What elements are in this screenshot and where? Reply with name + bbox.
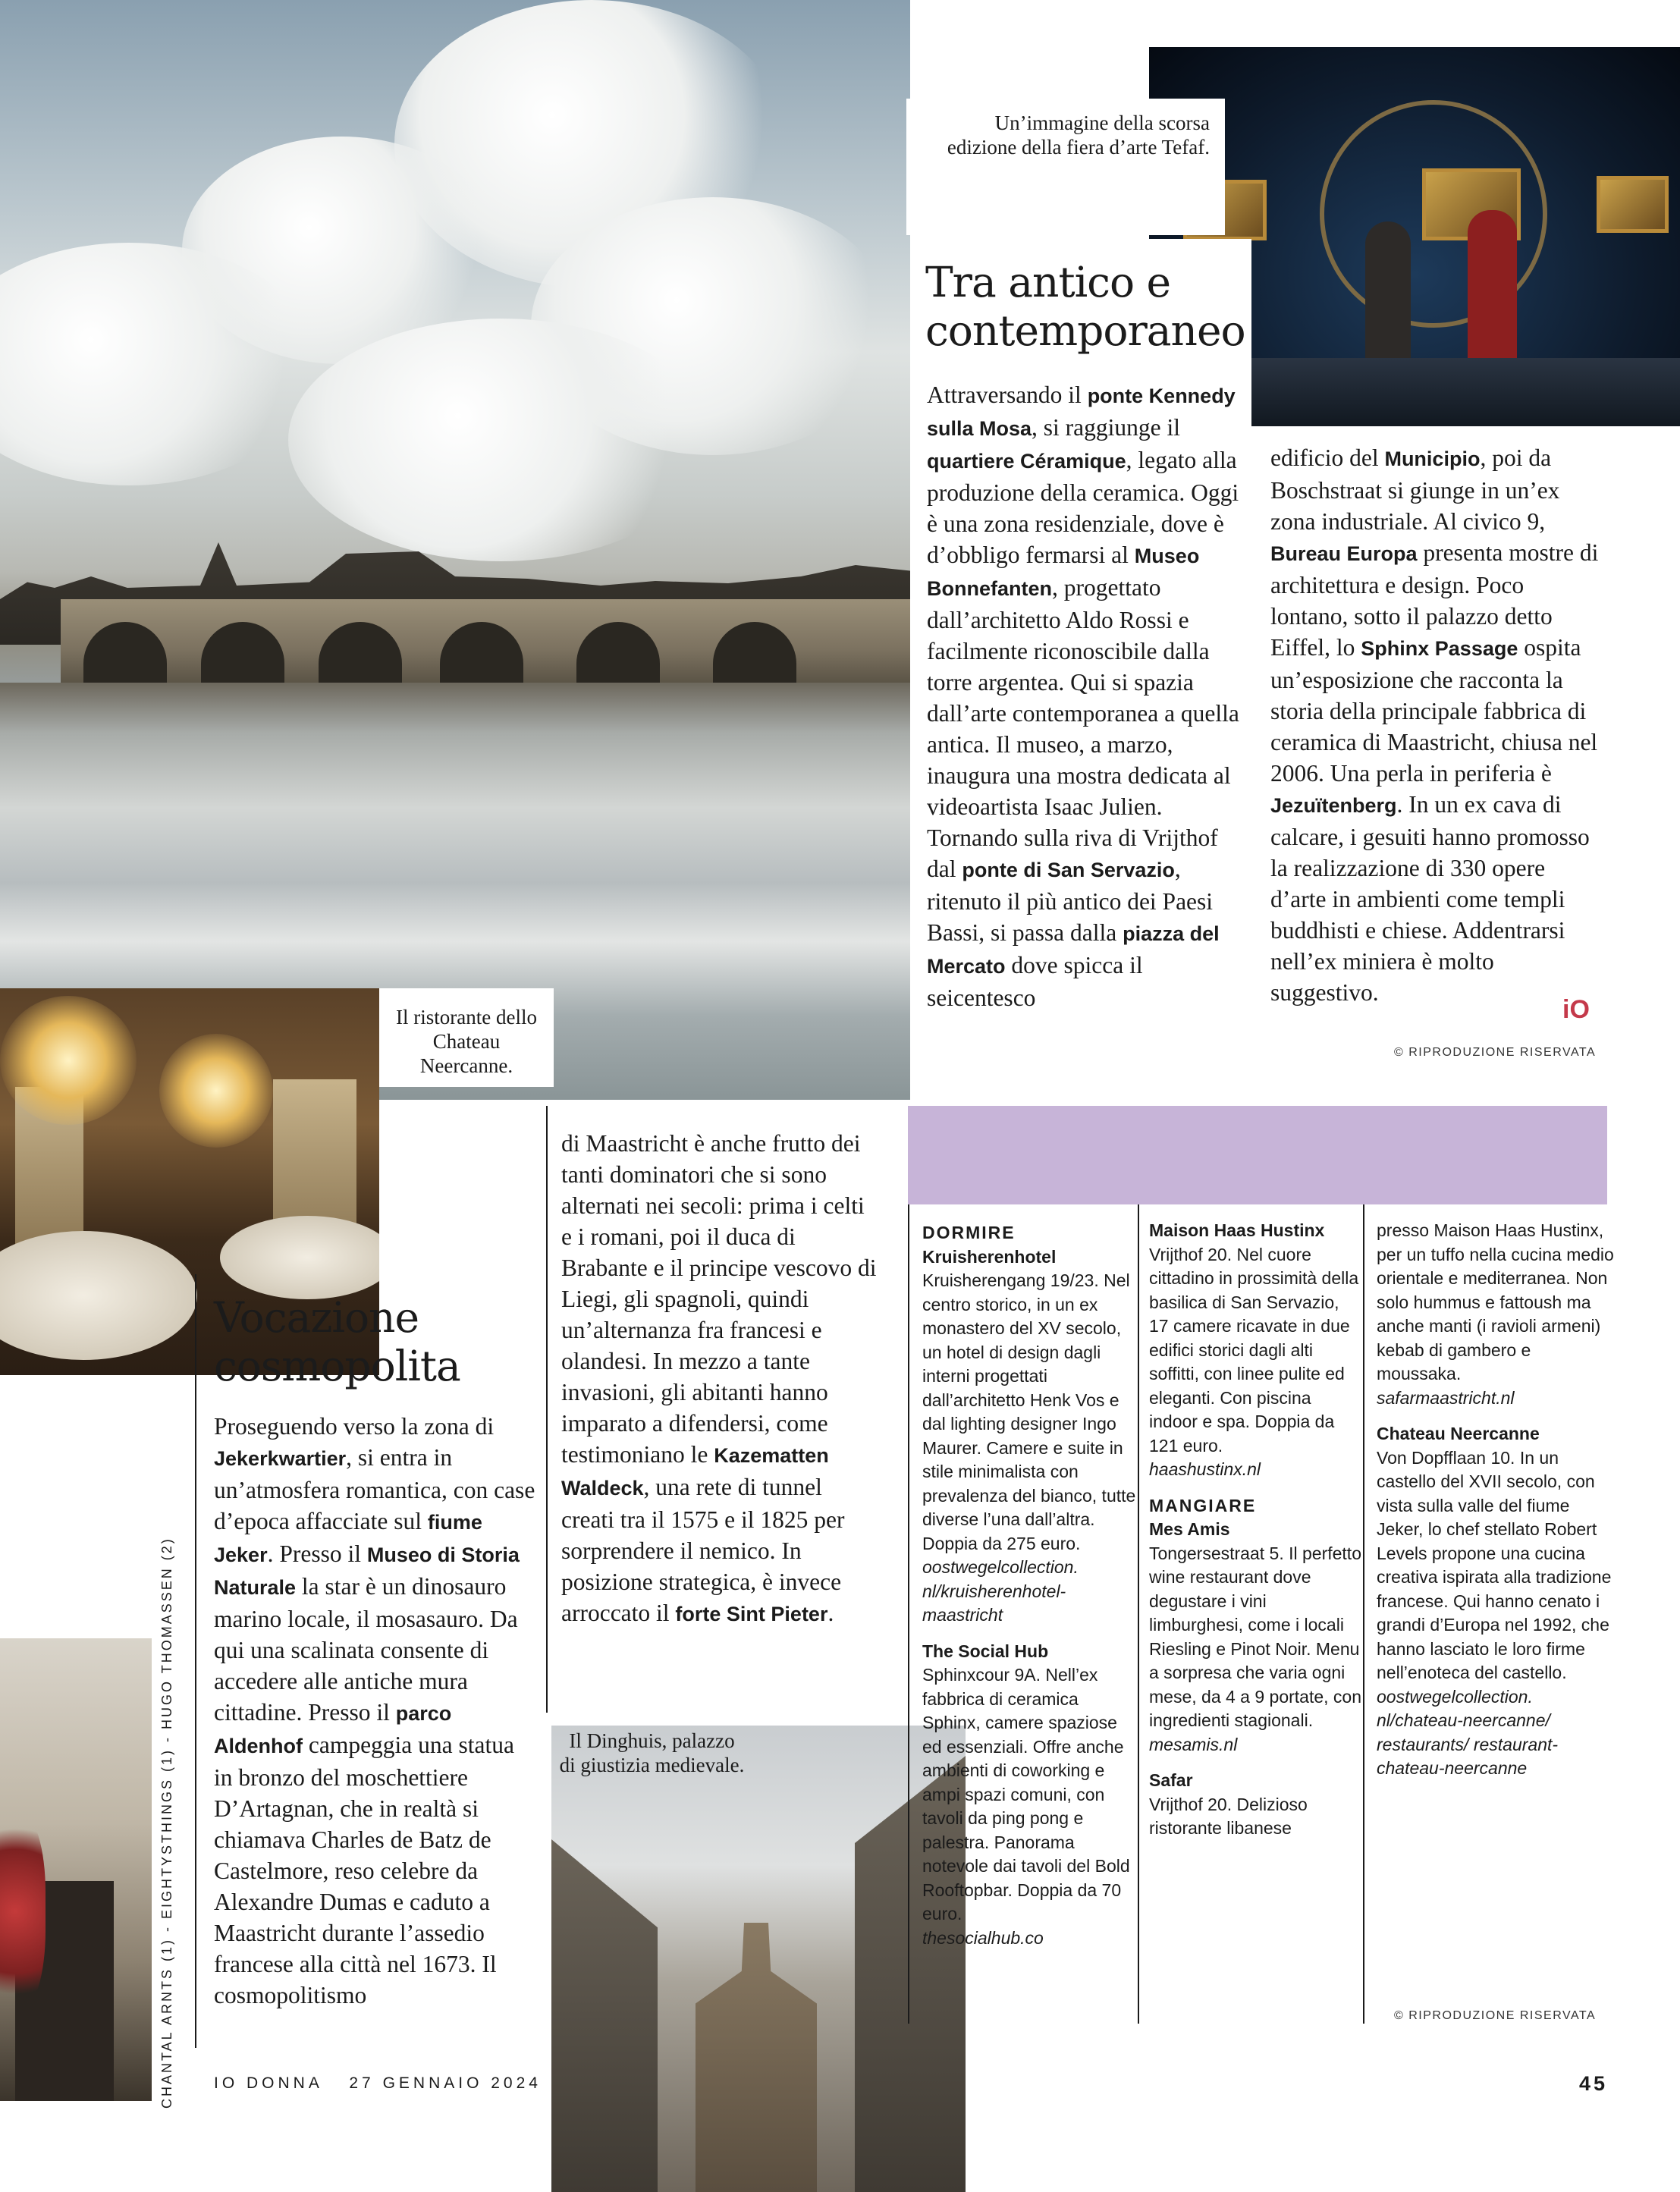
section1-copyright: © RIPRODUZIONE RISERVATA [1394, 1046, 1597, 1059]
highlight-text: quartiere Céramique [927, 450, 1126, 473]
highlight-text: forte Sint Pieter [675, 1603, 828, 1625]
body-text-run: , progettato dall’architetto Aldo Rossi e facilmente riconoscibile dalla torre argentea. Qui si spazia dall’arte contemporanea a quella antica. Il museo, a marzo, inaugura una mostra dedicata al videoartista Isaac Julien. Tornando sulla riva di Vrijthof dal [927, 574, 1239, 882]
tefaf-caption [906, 99, 1225, 235]
guide-venue-name: The Social Hub [922, 1641, 1049, 1661]
dinghuis-caption [551, 1726, 752, 1777]
guide-website: oostwegelcollection. nl/kruisherenhotel-maastricht [922, 1557, 1079, 1625]
guide-header-band [908, 1106, 1607, 1204]
guide-description: Sphinxcour 9A. Nell’ex fabbrica di ceramica Sphinx, camere spaziose ed essenziali. Offre anche ambienti di coworking e ampi spazi comuni, con tavoli da ping pong e palestra. Panorama notevole dai tavoli del Bold Rooftopbar. Doppia da 70 euro. [922, 1665, 1130, 1923]
restaurant-caption [379, 988, 554, 1087]
footer [214, 2074, 542, 2093]
section2-divider [195, 1274, 196, 2048]
section2-column-2 [561, 1128, 880, 1630]
guide-description: Vrijthof 20. Nel cuore cittadino in prossimità della basilica di San Servazio, 17 camere ricavate in due edifici storici dagli alti soffitti, con linee pulite ed eleganti. Con piscina indoor e spa. Doppia da 121 euro. [1149, 1244, 1359, 1456]
section2-col2-divider [546, 1106, 548, 1713]
body-text-run: presenta mostre di architettura e design. Poco lontano, sotto il palazzo detto Eiffel, lo [1270, 539, 1599, 661]
section2-column-1 [214, 1411, 536, 2011]
guide-spacer [1377, 1410, 1619, 1422]
guide-venue-name: Maison Haas Hustinx [1149, 1220, 1325, 1240]
footer-magazine: IO DONNA [214, 2074, 322, 2092]
body-text-run: di Maastricht è anche frutto dei tanti dominatori che si sono alternati nei secoli: prima i celti e i romani, poi il duca di Brabante e il principe vescovo di Liegi, gli spagnoli, quindi un’alternanza fra francesi e olandesi. In mezzo a tante invasioni, gli abitanti hanno imparato a difendersi, come testimoniano le [561, 1130, 877, 1468]
guide-description: Vrijthof 20. Delizioso ristorante libanese [1149, 1794, 1308, 1838]
section1-column-1 [927, 379, 1245, 1013]
restaurant-caption-text: Il ristorante dello Chateau Neercanne. [396, 1006, 537, 1077]
guide-venue-name: Kruisherenhotel [922, 1246, 1057, 1267]
tefaf-caption-text: Un’immagine della scorsa edizione della fiera d’arte Tefaf. [947, 111, 1210, 159]
guide-website: oostwegelcollection. nl/chateau-neercanne/ restaurants/ restaurant-chateau-neercanne [1377, 1686, 1559, 1778]
photo-credit: CHANTAL ARNTS (1) - EIGHTYSTHINGS (1) - HUGO THOMASSEN (2) [159, 1537, 174, 2109]
body-text-run: dove spicca il seicentesco [927, 952, 1143, 1011]
highlight-text: Sphinx Passage [1361, 637, 1518, 660]
guide-category: MANGIARE [1149, 1495, 1257, 1515]
body-text-run: , poi da Boschstraat si giunge in un’ex zona industriale. Al civico 9, [1270, 444, 1560, 535]
body-text-run: , ritenuto il più antico dei Paesi Bassi, si passa dalla [927, 856, 1214, 946]
section2-heading: Vocazione cosmopolita [214, 1293, 460, 1390]
footer-date: 27 GENNAIO 2024 [349, 2074, 542, 2092]
body-text-run: , legato alla produzione della ceramica. Oggi è una zona residenziale, dove è d’obbligo fermarsi al [927, 447, 1239, 568]
highlight-text: fiume Jeker [214, 1511, 482, 1566]
body-text-run: campeggia una statua in bronzo del moschettiere D’Artagnan, che in realtà si chiamava Charles de Batz de Castelmore, reso celebre da Alexandre Dumas e caduto a Maastricht durante l’assedio francese alla città nel 1673. Il cosmopolitismo [214, 1732, 514, 2008]
guide-venue-name: Chateau Neercanne [1377, 1424, 1540, 1443]
section1-column-2 [1270, 442, 1604, 1008]
highlight-text: piazza del Mercato [927, 922, 1220, 978]
body-text-run: Attraversando il [927, 382, 1088, 408]
highlight-text: Jezuïtenberg [1270, 794, 1397, 817]
page-number: 45 [1579, 2072, 1609, 2095]
body-text-run: , si entra in un’atmosfera romantica, con case d’epoca affacciate sul [214, 1444, 535, 1534]
guide-copyright: © RIPRODUZIONE RISERVATA [1394, 2009, 1597, 2022]
body-text-run: , si raggiunge il [1032, 414, 1181, 441]
highlight-text: Bureau Europa [1270, 542, 1418, 565]
guide-spacer [1149, 1482, 1361, 1494]
highlight-text: Kazematten Waldeck [561, 1444, 829, 1500]
highlight-text: ponte di San Servazio [962, 859, 1175, 881]
dinghuis-caption-text: Il Dinghuis, palazzo di giustizia medievale. [559, 1729, 745, 1776]
bridge-photo [0, 0, 910, 1100]
highlight-text: parco Aldenhof [214, 1702, 452, 1757]
guide-divider-1 [908, 1204, 909, 2024]
highlight-text: Municipio [1384, 448, 1481, 470]
highlight-text: Jekerkwartier [214, 1447, 347, 1470]
body-text-run: ospita un’esposizione che racconta la storia della principale fabbrica di ceramica di Maastricht, chiusa nel 2006. Una perla in periferia è [1270, 634, 1598, 787]
guide-column-1 [922, 1221, 1138, 1950]
highlight-text: Museo di Storia Naturale [214, 1544, 520, 1599]
body-text-run: , una rete di tunnel creati tra il 1575 e il 1825 per sorprendere il nemico. In posizione strategica, è invece arroccato il [561, 1474, 845, 1626]
guide-description: presso Maison Haas Hustinx, per un tuffo nella cucina medio orientale e mediterranea. Non solo hummus e fattoush ma anche manti (i ravioli armeni) kebab di gambero e moussaka. [1377, 1220, 1614, 1383]
highlight-text: Museo Bonnefanten [927, 545, 1200, 600]
guide-column-2 [1149, 1219, 1361, 1841]
dinghuis-photo [551, 1726, 966, 2192]
guide-website: safarmaastricht.nl [1377, 1387, 1515, 1408]
highlight-text: ponte Kennedy sulla Mosa [927, 385, 1236, 440]
guide-column-3 [1377, 1219, 1619, 1781]
guide-description: Kruisherengang 19/23. Nel centro storico, in un ex monastero del XV secolo, un hotel di design dagli interni progettati dall’architetto Henk Vos e dal lighting designer Ingo Maurer. Camere e suite in stile minimalista con prevalenza del bianco, tutte diverse l’una dall’altra. Doppia da 275 euro. [922, 1270, 1136, 1553]
street-photo [0, 1638, 152, 2101]
body-text-run: . [827, 1600, 834, 1626]
guide-description: Tongersestraat 5. Il perfetto wine restaurant dove degustare i vini limburghesi, come i locali Riesling e Pinot Noir. Menu a sorpresa che varia ogni mese, da 4 a 9 portate, con ingredienti stagionali. [1149, 1543, 1362, 1730]
guide-website: thesocialhub.co [922, 1927, 1044, 1948]
guide-spacer [1149, 1757, 1361, 1769]
body-text-run: la star è un dinosauro marino locale, il mosasauro. Da qui una scalinata consente di accedere alle antiche mura cittadine. Presso il [214, 1573, 518, 1726]
guide-venue-name: Safar [1149, 1770, 1193, 1790]
guide-venue-name: Mes Amis [1149, 1519, 1230, 1539]
guide-category: DORMIRE [922, 1223, 1016, 1242]
guide-website: mesamis.nl [1149, 1734, 1238, 1754]
body-text-run: Proseguendo verso la zona di [214, 1413, 495, 1440]
guide-description: Von Dopfflaan 10. In un castello del XVII secolo, con vista sulla valle del fiume Jeker, lo chef stellato Robert Levels propone una cucina creativa ispirata alla tradizione francese. Qui hanno cenato i grandi d’Europa nel 1992, che hanno lasciato le loro firme nell’enoteca del castello. [1377, 1447, 1612, 1682]
body-text-run: . In un ex cava di calcare, i gesuiti hanno promosso la realizzazione di 330 opere d’arte in ambienti come templi buddhisti e chiese. Addentrarsi nell’ex miniera è molto suggestivo. [1270, 791, 1590, 1006]
guide-divider-3 [1363, 1204, 1364, 2024]
guide-spacer [922, 1628, 1138, 1640]
body-text-run: edificio del [1270, 444, 1385, 471]
body-text-run: . Presso il [267, 1540, 367, 1567]
guide-website: haashustinx.nl [1149, 1459, 1261, 1479]
io-logo: iO [1562, 995, 1590, 1024]
section1-heading: Tra antico e contemporaneo [925, 258, 1245, 355]
